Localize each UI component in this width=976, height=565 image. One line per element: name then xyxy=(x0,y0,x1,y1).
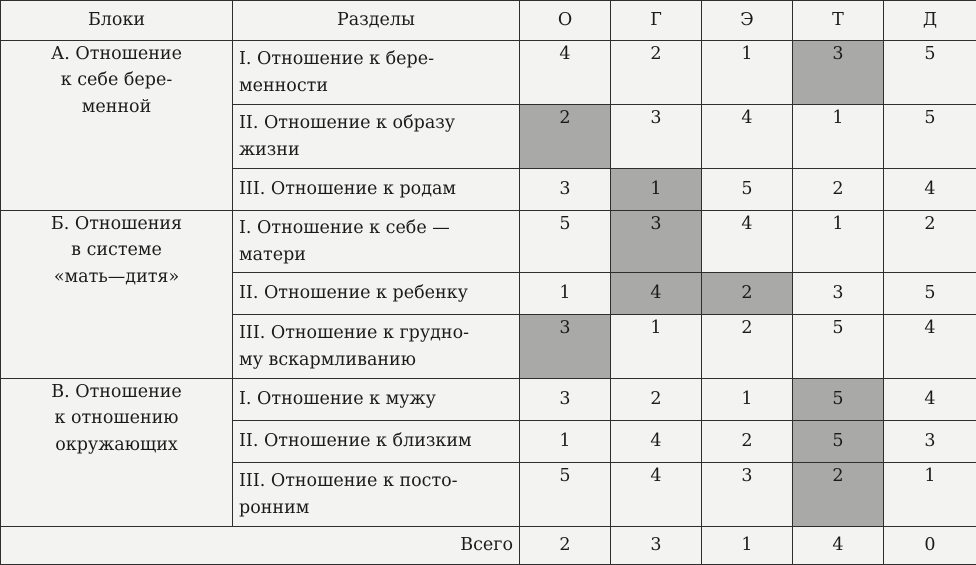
header-col-e: Э xyxy=(702,1,793,41)
section-label-line: I. Отношение к себе — xyxy=(239,215,513,241)
section-label-line: му вскармливанию xyxy=(239,347,513,373)
score-cell: 1 xyxy=(702,379,793,421)
score-cell: 5 xyxy=(884,273,976,315)
score-cell: 5 xyxy=(793,421,884,463)
score-cell: 5 xyxy=(520,211,611,273)
section-label-line: I. Отношение к мужу xyxy=(239,386,513,412)
score-cell: 2 xyxy=(520,105,611,169)
header-col-t: Т xyxy=(793,1,884,41)
block-label-line: менной xyxy=(7,94,226,120)
score-cell: 4 xyxy=(611,421,702,463)
score-cell: 2 xyxy=(793,463,884,527)
score-cell: 2 xyxy=(793,169,884,211)
score-cell: 3 xyxy=(793,273,884,315)
section-label-line: III. Отношение к грудно- xyxy=(239,320,513,346)
header-row xyxy=(1,1,976,41)
score-cell: 4 xyxy=(611,273,702,315)
score-cell: 1 xyxy=(520,273,611,315)
score-cell: 2 xyxy=(702,273,793,315)
header-col-d: Д xyxy=(884,1,976,41)
score-cell: 2 xyxy=(884,211,976,273)
score-cell: 5 xyxy=(793,315,884,379)
section-label-line: ронним xyxy=(239,495,513,521)
block-label-line: в системе xyxy=(7,237,226,263)
score-cell: 1 xyxy=(702,41,793,105)
section-cell xyxy=(233,273,520,315)
score-cell: 1 xyxy=(884,463,976,527)
section-cell xyxy=(233,421,520,463)
score-cell: 4 xyxy=(611,463,702,527)
block-label-line: окружающих xyxy=(7,432,226,458)
score-cell: 3 xyxy=(520,169,611,211)
section-label-line: I. Отношение к бере- xyxy=(239,46,513,72)
score-cell: 4 xyxy=(884,169,976,211)
total-label: Всего xyxy=(1,527,520,565)
score-cell: 5 xyxy=(793,379,884,421)
score-cell: 5 xyxy=(520,463,611,527)
block-label-line: В. Отношение xyxy=(7,379,226,405)
score-cell: 5 xyxy=(884,105,976,169)
block-label-line: к себе бере- xyxy=(7,67,226,93)
score-cell: 3 xyxy=(793,41,884,105)
block-cell xyxy=(1,379,233,527)
score-cell: 1 xyxy=(520,421,611,463)
section-label-line: матери xyxy=(239,242,513,268)
section-label-line: II. Отношение к близким xyxy=(239,428,513,454)
score-cell: 3 xyxy=(611,211,702,273)
section-cell xyxy=(233,211,520,273)
total-cell: 2 xyxy=(520,527,611,565)
score-cell: 2 xyxy=(702,421,793,463)
section-label-line: II. Отношение к образу xyxy=(239,110,513,136)
header-col-o: О xyxy=(520,1,611,41)
score-cell: 3 xyxy=(702,463,793,527)
score-cell: 4 xyxy=(702,105,793,169)
section-label-line: III. Отношение к посто- xyxy=(239,468,513,494)
total-cell: 3 xyxy=(611,527,702,565)
total-cell: 4 xyxy=(793,527,884,565)
score-cell: 3 xyxy=(520,315,611,379)
score-cell: 1 xyxy=(793,105,884,169)
score-cell: 4 xyxy=(884,315,976,379)
section-label-line: III. Отношение к родам xyxy=(239,176,513,202)
score-cell: 2 xyxy=(611,379,702,421)
section-label-line: II. Отношение к ребенку xyxy=(239,280,513,306)
score-cell: 4 xyxy=(884,379,976,421)
header-sections: Разделы xyxy=(233,1,520,41)
score-cell: 1 xyxy=(793,211,884,273)
score-cell: 2 xyxy=(702,315,793,379)
block-cell xyxy=(1,41,233,211)
score-cell: 3 xyxy=(520,379,611,421)
score-cell: 5 xyxy=(702,169,793,211)
score-cell: 4 xyxy=(702,211,793,273)
block-label-line: «мать—дитя» xyxy=(7,264,226,290)
section-cell xyxy=(233,379,520,421)
table-row xyxy=(1,211,976,273)
section-cell xyxy=(233,169,520,211)
table-row xyxy=(1,379,976,421)
block-label-line: А. Отношение xyxy=(7,41,226,67)
score-cell: 4 xyxy=(520,41,611,105)
block-label-line: Б. Отношения xyxy=(7,211,226,237)
total-cell: 1 xyxy=(702,527,793,565)
header-blocks: Блоки xyxy=(1,1,233,41)
score-cell: 1 xyxy=(611,315,702,379)
score-cell: 5 xyxy=(884,41,976,105)
table-row xyxy=(1,41,976,105)
total-row xyxy=(1,527,976,565)
section-label-line: менности xyxy=(239,73,513,99)
score-cell: 3 xyxy=(611,105,702,169)
section-cell xyxy=(233,41,520,105)
section-cell xyxy=(233,315,520,379)
section-label-line: жизни xyxy=(239,137,513,163)
total-cell: 0 xyxy=(884,527,976,565)
score-cell: 1 xyxy=(611,169,702,211)
block-cell xyxy=(1,211,233,379)
section-cell xyxy=(233,463,520,527)
header-col-g: Г xyxy=(611,1,702,41)
block-label-line: к отношению xyxy=(7,405,226,431)
score-cell: 3 xyxy=(884,421,976,463)
section-cell xyxy=(233,105,520,169)
score-cell: 2 xyxy=(611,41,702,105)
